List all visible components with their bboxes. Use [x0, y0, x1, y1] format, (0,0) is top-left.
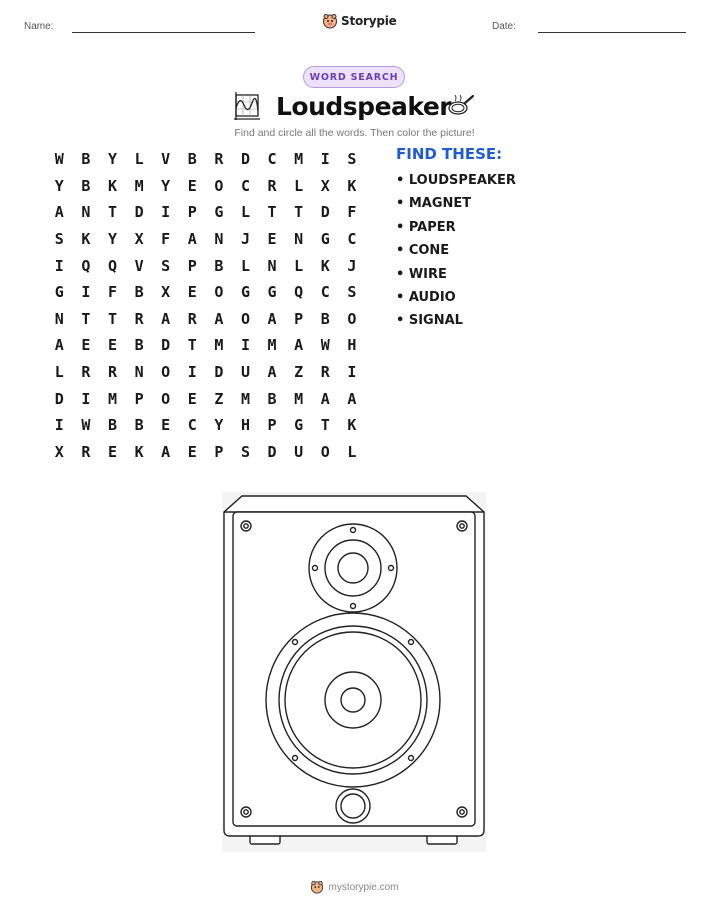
grid-letter[interactable]: M: [294, 389, 304, 408]
grid-letter[interactable]: K: [81, 230, 91, 249]
grid-letter[interactable]: E: [161, 416, 171, 435]
word-list: [396, 172, 516, 336]
grid-letter[interactable]: I: [81, 389, 91, 408]
grid-letter[interactable]: O: [320, 442, 330, 461]
grid-letter[interactable]: O: [240, 309, 250, 328]
brand-name: Storypie: [341, 14, 397, 28]
grid-letter[interactable]: B: [134, 283, 144, 302]
grid-letter[interactable]: D: [267, 442, 277, 461]
grid-letter[interactable]: E: [187, 442, 197, 461]
grid-letter[interactable]: W: [320, 336, 330, 355]
grid-letter[interactable]: F: [347, 203, 357, 222]
grid-letter[interactable]: B: [134, 336, 144, 355]
grid-letter[interactable]: E: [107, 442, 117, 461]
grid-letter[interactable]: N: [134, 363, 144, 382]
grid-letter[interactable]: T: [294, 203, 304, 222]
instructions: Find and circle all the words. Then color the picture!: [234, 127, 475, 139]
grid-letter[interactable]: N: [81, 203, 91, 222]
grid-letter[interactable]: S: [54, 230, 64, 249]
grid-letter[interactable]: A: [267, 309, 277, 328]
grid-letter[interactable]: T: [187, 336, 197, 355]
letter-grid: [46, 146, 365, 465]
grid-letter[interactable]: P: [294, 309, 304, 328]
grid-letter[interactable]: C: [187, 416, 197, 435]
brand: [322, 13, 397, 29]
grid-letter[interactable]: A: [54, 203, 64, 222]
grid-letter[interactable]: I: [54, 256, 64, 275]
grid-letter[interactable]: D: [320, 203, 330, 222]
grid-letter[interactable]: I: [187, 363, 197, 382]
grid-letter[interactable]: N: [214, 230, 224, 249]
grid-letter[interactable]: R: [134, 309, 144, 328]
grid-letter[interactable]: B: [214, 256, 224, 275]
grid-letter[interactable]: B: [320, 309, 330, 328]
grid-letter[interactable]: M: [214, 336, 224, 355]
grid-letter[interactable]: I: [81, 283, 91, 302]
grid-letter[interactable]: R: [267, 176, 277, 195]
grid-letter[interactable]: A: [320, 389, 330, 408]
grid-letter[interactable]: O: [161, 363, 171, 382]
grid-letter[interactable]: Z: [214, 389, 224, 408]
grid-letter[interactable]: E: [267, 230, 277, 249]
grid-letter[interactable]: S: [347, 283, 357, 302]
grid-letter[interactable]: E: [187, 389, 197, 408]
grid-letter[interactable]: P: [134, 389, 144, 408]
grid-letter[interactable]: X: [161, 283, 171, 302]
grid-letter[interactable]: O: [214, 283, 224, 302]
grid-letter[interactable]: A: [347, 389, 357, 408]
grid-letter[interactable]: F: [107, 283, 117, 302]
grid-letter[interactable]: G: [320, 230, 330, 249]
grid-letter[interactable]: I: [240, 336, 250, 355]
grid-letter[interactable]: J: [240, 230, 250, 249]
grid-letter[interactable]: B: [187, 150, 197, 169]
grid-letter[interactable]: M: [267, 336, 277, 355]
word-list-item: • AUDIO: [396, 289, 456, 305]
grid-letter[interactable]: P: [187, 203, 197, 222]
grid-letter[interactable]: V: [161, 150, 171, 169]
grid-letter[interactable]: O: [161, 389, 171, 408]
grid-letter[interactable]: I: [54, 416, 64, 435]
grid-letter[interactable]: Q: [294, 283, 304, 302]
word-list-item: • SIGNAL: [396, 313, 463, 329]
grid-letter[interactable]: G: [294, 416, 304, 435]
grid-letter[interactable]: F: [161, 230, 171, 249]
grid-letter[interactable]: N: [267, 256, 277, 275]
grid-letter[interactable]: S: [240, 442, 250, 461]
grid-letter[interactable]: A: [161, 442, 171, 461]
grid-letter[interactable]: P: [187, 256, 197, 275]
grid-letter[interactable]: I: [347, 363, 357, 382]
grid-letter[interactable]: T: [320, 416, 330, 435]
grid-letter[interactable]: U: [240, 363, 250, 382]
loudspeaker-illustration: [222, 492, 486, 852]
word-list-item: • CONE: [396, 243, 450, 259]
grid-letter[interactable]: R: [187, 309, 197, 328]
grid-letter[interactable]: Z: [294, 363, 304, 382]
grid-letter[interactable]: D: [54, 389, 64, 408]
storypie-logo-icon: [322, 13, 338, 29]
word-search-badge: WORD SEARCH: [303, 66, 405, 88]
word-list-item: • MAGNET: [396, 196, 472, 212]
grid-letter[interactable]: M: [107, 389, 117, 408]
grid-letter[interactable]: K: [107, 176, 117, 195]
grid-letter[interactable]: R: [81, 363, 91, 382]
find-these-heading: FIND THESE:: [396, 145, 503, 163]
grid-letter[interactable]: K: [347, 176, 357, 195]
grid-letter[interactable]: R: [214, 150, 224, 169]
grid-letter[interactable]: J: [347, 256, 357, 275]
grid-letter[interactable]: E: [107, 336, 117, 355]
grid-letter[interactable]: E: [187, 283, 197, 302]
grid-letter[interactable]: R: [107, 363, 117, 382]
grid-letter[interactable]: M: [134, 176, 144, 195]
grid-letter[interactable]: B: [267, 389, 277, 408]
grid-letter[interactable]: X: [320, 176, 330, 195]
name-line[interactable]: [72, 32, 255, 33]
grid-letter[interactable]: P: [267, 416, 277, 435]
grid-letter[interactable]: C: [320, 283, 330, 302]
footer-url[interactable]: mystorypie.com: [328, 881, 399, 893]
grid-letter[interactable]: L: [240, 203, 250, 222]
name-label: Name:: [24, 21, 54, 32]
grid-letter[interactable]: G: [240, 283, 250, 302]
grid-letter[interactable]: N: [294, 230, 304, 249]
grid-letter[interactable]: E: [187, 176, 197, 195]
grid-letter[interactable]: S: [347, 150, 357, 169]
grid-letter[interactable]: Q: [107, 256, 117, 275]
storypie-logo-icon: [310, 880, 324, 894]
grid-letter[interactable]: A: [214, 309, 224, 328]
grid-letter[interactable]: Y: [54, 176, 64, 195]
grid-letter[interactable]: N: [54, 309, 64, 328]
grid-letter[interactable]: O: [214, 176, 224, 195]
grid-letter[interactable]: K: [134, 442, 144, 461]
grid-letter[interactable]: M: [294, 150, 304, 169]
grid-letter[interactable]: Y: [107, 230, 117, 249]
grid-letter[interactable]: Y: [214, 416, 224, 435]
grid-letter[interactable]: B: [81, 150, 91, 169]
grid-letter[interactable]: Q: [81, 256, 91, 275]
grid-letter[interactable]: Y: [161, 176, 171, 195]
grid-letter[interactable]: M: [240, 389, 250, 408]
grid-letter[interactable]: C: [267, 150, 277, 169]
grid-letter[interactable]: A: [267, 363, 277, 382]
grid-letter[interactable]: Y: [107, 150, 117, 169]
grid-letter[interactable]: A: [187, 230, 197, 249]
page-title: Loudspeaker: [276, 92, 452, 121]
grid-letter[interactable]: P: [214, 442, 224, 461]
grid-letter[interactable]: G: [54, 283, 64, 302]
grid-letter[interactable]: L: [240, 256, 250, 275]
grid-letter[interactable]: X: [134, 230, 144, 249]
oscilloscope-icon: [233, 91, 261, 121]
grid-letter[interactable]: R: [320, 363, 330, 382]
grid-letter[interactable]: B: [81, 176, 91, 195]
grid-letter[interactable]: S: [161, 256, 171, 275]
grid-letter[interactable]: B: [107, 416, 117, 435]
grid-letter[interactable]: A: [161, 309, 171, 328]
grid-letter[interactable]: H: [347, 336, 357, 355]
grid-letter[interactable]: O: [347, 309, 357, 328]
word-list-item: • WIRE: [396, 266, 447, 282]
grid-letter[interactable]: V: [134, 256, 144, 275]
grid-letter[interactable]: T: [107, 203, 117, 222]
grid-letter[interactable]: E: [81, 336, 91, 355]
date-line[interactable]: [538, 32, 686, 33]
grid-letter[interactable]: B: [134, 416, 144, 435]
grid-letter[interactable]: A: [294, 336, 304, 355]
grid-letter[interactable]: L: [134, 150, 144, 169]
word-list-item: • LOUDSPEAKER: [396, 173, 516, 188]
date-label: Date:: [492, 21, 516, 32]
grid-letter[interactable]: U: [294, 442, 304, 461]
grid-letter[interactable]: G: [214, 203, 224, 222]
grid-letter[interactable]: L: [54, 363, 64, 382]
grid-letter[interactable]: L: [294, 256, 304, 275]
grid-letter[interactable]: L: [347, 442, 357, 461]
grid-letter[interactable]: H: [240, 416, 250, 435]
grid-letter[interactable]: I: [320, 150, 330, 169]
grid-letter[interactable]: L: [294, 176, 304, 195]
grid-letter[interactable]: X: [54, 442, 64, 461]
grid-letter[interactable]: R: [81, 442, 91, 461]
grid-letter[interactable]: G: [267, 283, 277, 302]
grid-letter[interactable]: W: [81, 416, 91, 435]
grid-letter[interactable]: C: [240, 176, 250, 195]
word-list-item: • PAPER: [396, 219, 456, 235]
grid-letter[interactable]: D: [214, 363, 224, 382]
grid-letter[interactable]: A: [54, 336, 64, 355]
grid-letter[interactable]: C: [347, 230, 357, 249]
grid-letter[interactable]: T: [107, 309, 117, 328]
grid-letter[interactable]: K: [347, 416, 357, 435]
grid-letter[interactable]: D: [240, 150, 250, 169]
grid-letter[interactable]: D: [134, 203, 144, 222]
grid-letter[interactable]: T: [81, 309, 91, 328]
grid-letter[interactable]: W: [54, 150, 64, 169]
frying-pan-icon: [447, 93, 475, 117]
grid-letter[interactable]: K: [320, 256, 330, 275]
grid-letter[interactable]: D: [161, 336, 171, 355]
grid-letter[interactable]: I: [161, 203, 171, 222]
grid-letter[interactable]: T: [267, 203, 277, 222]
footer: [0, 880, 709, 894]
